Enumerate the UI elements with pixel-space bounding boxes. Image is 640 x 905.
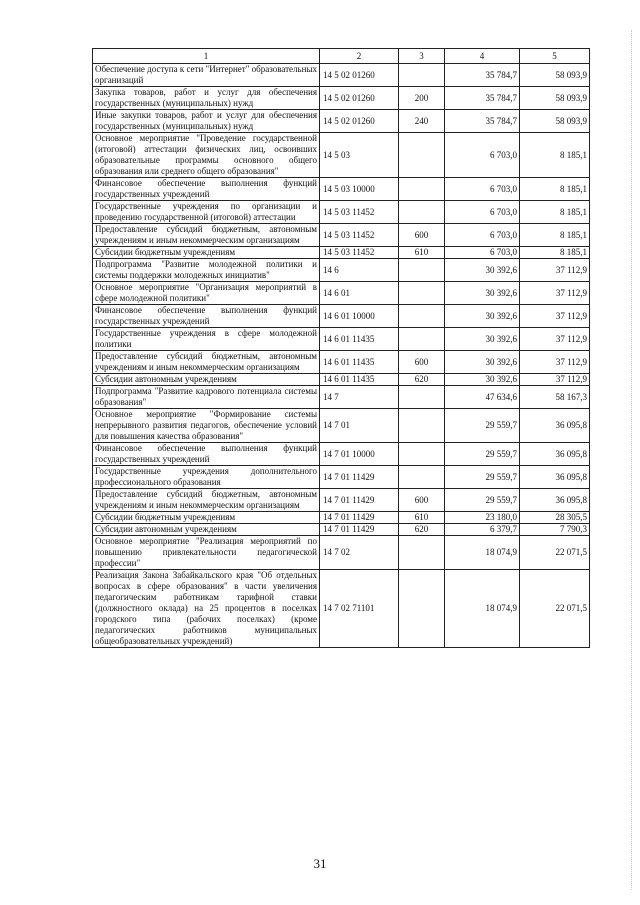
expense-type-code — [399, 64, 445, 87]
amount-col-5: 8 185,1 — [520, 201, 590, 224]
expense-type-code: 610 — [399, 512, 445, 524]
amount-col-4: 6 379,7 — [445, 524, 520, 536]
table-row — [93, 133, 590, 178]
amount-col-5: 37 112,9 — [520, 374, 590, 386]
item-name: Основное мероприятие "Проведение государственной (итоговой) аттестации физических лиц, освоивших образовательные программы основного общего образования или среднего общего образования" — [93, 133, 320, 178]
target-code: 14 5 02 01260 — [320, 64, 399, 87]
column-header: 3 — [399, 49, 445, 64]
table-row — [93, 570, 590, 648]
amount-col-4: 29 559,7 — [445, 443, 520, 466]
item-name: Субсидии бюджетным учреждениям — [93, 512, 320, 524]
amount-col-4: 30 392,6 — [445, 282, 520, 305]
table-row — [93, 64, 590, 87]
amount-col-4: 18 074,9 — [445, 570, 520, 648]
amount-col-5: 36 095,8 — [520, 489, 590, 512]
expense-type-code — [399, 536, 445, 570]
table-row — [93, 524, 590, 536]
table-row — [93, 374, 590, 386]
amount-col-5: 58 093,9 — [520, 64, 590, 87]
target-code: 14 6 01 11435 — [320, 328, 399, 351]
table-row — [93, 351, 590, 374]
target-code: 14 6 01 10000 — [320, 305, 399, 328]
item-name: Подпрограмма "Развитие молодежной политики и системы поддержки молодежных инициатив" — [93, 259, 320, 282]
expense-type-code — [399, 409, 445, 443]
item-name: Основное мероприятие "Формирование системы непрерывного развития педагогов, обеспечение условий для повышения качества образования" — [93, 409, 320, 443]
table-row — [93, 466, 590, 489]
budget-table — [92, 48, 590, 648]
amount-col-4: 30 392,6 — [445, 328, 520, 351]
amount-col-4: 29 559,7 — [445, 466, 520, 489]
item-name: Финансовое обеспечение выполнения функций государственных учреждений — [93, 443, 320, 466]
column-header: 4 — [445, 49, 520, 64]
item-name: Субсидии автономным учреждениям — [93, 374, 320, 386]
table-row — [93, 512, 590, 524]
expense-type-code: 600 — [399, 224, 445, 247]
table-row — [93, 386, 590, 409]
item-name: Субсидии автономным учреждениям — [93, 524, 320, 536]
table-row — [93, 282, 590, 305]
expense-type-code — [399, 178, 445, 201]
expense-type-code: 610 — [399, 247, 445, 259]
target-code: 14 7 01 — [320, 409, 399, 443]
target-code: 14 5 03 10000 — [320, 178, 399, 201]
budget-table-body — [93, 49, 590, 648]
item-name: Предоставление субсидий бюджетным, автономным учреждениям и иным некоммерческим организациям — [93, 489, 320, 512]
table-row — [93, 328, 590, 351]
table-row — [93, 443, 590, 466]
target-code: 14 6 01 — [320, 282, 399, 305]
item-name: Государственные учреждения по организации и проведению государственной (итоговой) аттестации — [93, 201, 320, 224]
amount-col-4: 6 703,0 — [445, 133, 520, 178]
column-header: 5 — [520, 49, 590, 64]
table-row — [93, 259, 590, 282]
table-row — [93, 305, 590, 328]
expense-type-code — [399, 466, 445, 489]
amount-col-4: 29 559,7 — [445, 489, 520, 512]
table-row — [93, 201, 590, 224]
table-row — [93, 87, 590, 110]
amount-col-4: 6 703,0 — [445, 178, 520, 201]
amount-col-4: 30 392,6 — [445, 305, 520, 328]
target-code: 14 6 01 11435 — [320, 374, 399, 386]
table-header-row — [93, 49, 590, 64]
amount-col-5: 36 095,8 — [520, 443, 590, 466]
expense-type-code: 620 — [399, 524, 445, 536]
expense-type-code — [399, 443, 445, 466]
column-header: 1 — [93, 49, 320, 64]
column-header: 2 — [320, 49, 399, 64]
amount-col-5: 58 167,3 — [520, 386, 590, 409]
item-name: Государственные учреждения в сфере молодежной политики — [93, 328, 320, 351]
amount-col-5: 36 095,8 — [520, 466, 590, 489]
expense-type-code — [399, 386, 445, 409]
target-code: 14 7 01 11429 — [320, 489, 399, 512]
expense-type-code — [399, 305, 445, 328]
expense-type-code — [399, 570, 445, 648]
target-code: 14 5 03 11452 — [320, 247, 399, 259]
amount-col-5: 36 095,8 — [520, 409, 590, 443]
target-code: 14 5 02 01260 — [320, 87, 399, 110]
amount-col-4: 18 074,9 — [445, 536, 520, 570]
item-name: Подпрограмма "Развитие кадрового потенциала системы образования" — [93, 386, 320, 409]
amount-col-4: 23 180,0 — [445, 512, 520, 524]
amount-col-5: 37 112,9 — [520, 259, 590, 282]
expense-type-code — [399, 133, 445, 178]
amount-col-4: 29 559,7 — [445, 409, 520, 443]
item-name: Иные закупки товаров, работ и услуг для обеспечения государственных (муниципальных) нужд — [93, 110, 320, 133]
target-code: 14 7 02 71101 — [320, 570, 399, 648]
amount-col-4: 35 784,7 — [445, 87, 520, 110]
table-row — [93, 409, 590, 443]
amount-col-4: 6 703,0 — [445, 247, 520, 259]
item-name: Финансовое обеспечение выполнения функций государственных учреждений — [93, 178, 320, 201]
table-row — [93, 178, 590, 201]
amount-col-4: 30 392,6 — [445, 351, 520, 374]
amount-col-5: 28 305,5 — [520, 512, 590, 524]
amount-col-5: 37 112,9 — [520, 351, 590, 374]
amount-col-4: 6 703,0 — [445, 201, 520, 224]
expense-type-code — [399, 282, 445, 305]
item-name: Закупка товаров, работ и услуг для обеспечения государственных (муниципальных) нужд — [93, 87, 320, 110]
table-row — [93, 110, 590, 133]
target-code: 14 7 01 11429 — [320, 524, 399, 536]
target-code: 14 7 02 — [320, 536, 399, 570]
target-code: 14 5 03 11452 — [320, 224, 399, 247]
amount-col-5: 8 185,1 — [520, 178, 590, 201]
amount-col-4: 35 784,7 — [445, 64, 520, 87]
target-code: 14 7 01 11429 — [320, 512, 399, 524]
expense-type-code — [399, 328, 445, 351]
amount-col-4: 6 703,0 — [445, 224, 520, 247]
amount-col-5: 37 112,9 — [520, 328, 590, 351]
table-row — [93, 247, 590, 259]
item-name: Предоставление субсидий бюджетным, автономным учреждениям и иным некоммерческим организациям — [93, 224, 320, 247]
item-name: Субсидии бюджетным учреждениям — [93, 247, 320, 259]
target-code: 14 5 02 01260 — [320, 110, 399, 133]
amount-col-5: 22 071,5 — [520, 570, 590, 648]
target-code: 14 6 01 11435 — [320, 351, 399, 374]
amount-col-5: 8 185,1 — [520, 133, 590, 178]
item-name: Предоставление субсидий бюджетным, автономным учреждениям и иным некоммерческим организациям — [93, 351, 320, 374]
amount-col-5: 8 185,1 — [520, 247, 590, 259]
expense-type-code: 620 — [399, 374, 445, 386]
amount-col-4: 30 392,6 — [445, 374, 520, 386]
expense-type-code — [399, 201, 445, 224]
expense-type-code: 200 — [399, 87, 445, 110]
expense-type-code: 600 — [399, 489, 445, 512]
target-code: 14 5 03 — [320, 133, 399, 178]
amount-col-5: 22 071,5 — [520, 536, 590, 570]
amount-col-5: 37 112,9 — [520, 282, 590, 305]
table-row — [93, 536, 590, 570]
expense-type-code: 600 — [399, 351, 445, 374]
item-name: Государственные учреждения дополнительного профессионального образования — [93, 466, 320, 489]
amount-col-4: 47 634,6 — [445, 386, 520, 409]
table-row — [93, 224, 590, 247]
amount-col-5: 58 093,9 — [520, 87, 590, 110]
item-name: Обеспечение доступа к сети "Интернет" образовательных организаций — [93, 64, 320, 87]
amount-col-4: 30 392,6 — [445, 259, 520, 282]
item-name: Финансовое обеспечение выполнения функций государственных учреждений — [93, 305, 320, 328]
item-name: Основное мероприятие "Организация мероприятий в сфере молодежной политики" — [93, 282, 320, 305]
amount-col-5: 58 093,9 — [520, 110, 590, 133]
target-code: 14 7 — [320, 386, 399, 409]
target-code: 14 6 — [320, 259, 399, 282]
item-name: Реализация Закона Забайкальского края "Об отдельных вопросах в сфере образования" в части увеличения педагогическим работникам тарифной ставки (должностного оклада) на 25 процентов в поселках городского типа (рабочих поселках) (кроме педагогических работников муниципальных общеобразовательных учреждений) — [93, 570, 320, 648]
expense-type-code: 240 — [399, 110, 445, 133]
scan-edge-line — [631, 30, 632, 890]
expense-type-code — [399, 259, 445, 282]
amount-col-5: 8 185,1 — [520, 224, 590, 247]
amount-col-4: 35 784,7 — [445, 110, 520, 133]
target-code: 14 7 01 11429 — [320, 466, 399, 489]
item-name: Основное мероприятие "Реализация мероприятий по повышению привлекательности педагогической профессии" — [93, 536, 320, 570]
target-code: 14 7 01 10000 — [320, 443, 399, 466]
amount-col-5: 7 790,3 — [520, 524, 590, 536]
page-number: 31 — [313, 856, 327, 871]
amount-col-5: 37 112,9 — [520, 305, 590, 328]
table-row — [93, 489, 590, 512]
target-code: 14 5 03 11452 — [320, 201, 399, 224]
